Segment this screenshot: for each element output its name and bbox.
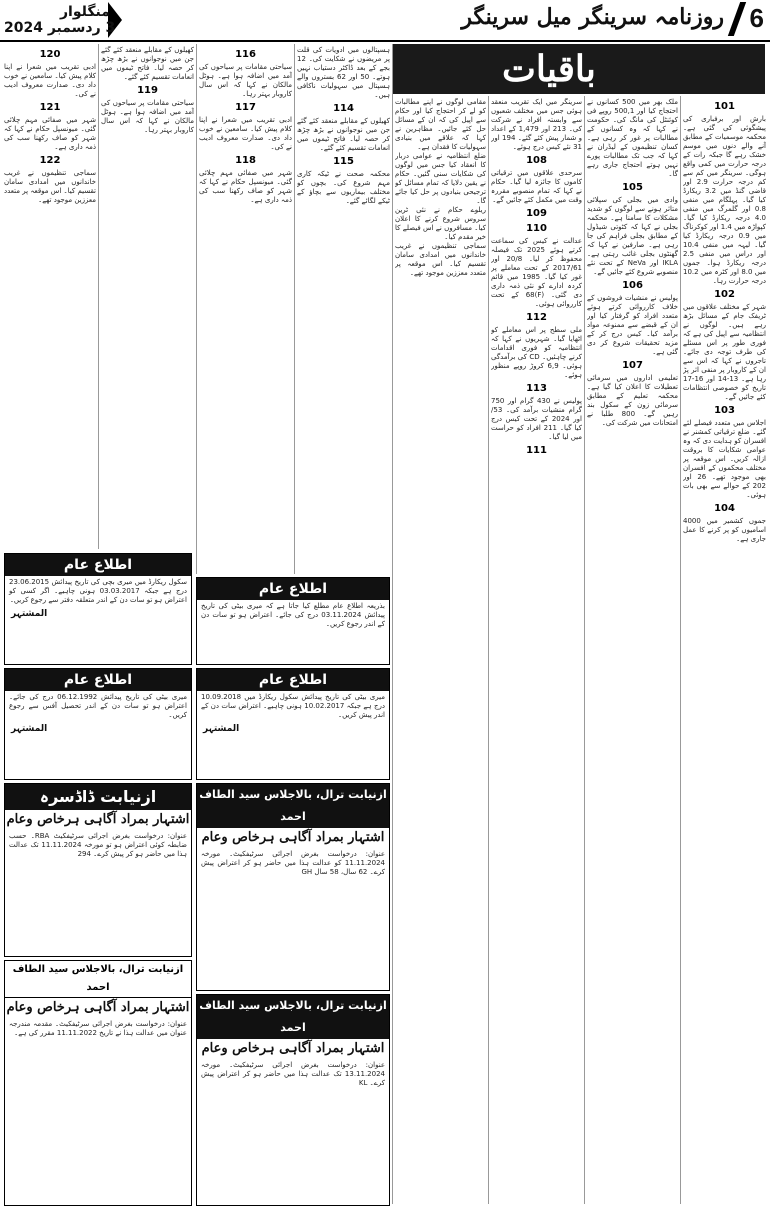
notice-body: میری بیٹی کی تاریخ پیدائش 06.12.1992 درج کی جائے۔ اعتراض ہو تو سات دن کے اندر تحصیل آفس سے رجوع کریں۔ bbox=[9, 693, 187, 719]
article-text: شہر میں صفائی مہم چلائی گئی۔ میونسپل حکام نے کہا کہ شہر کو صاف رکھنا سب کی ذمہ داری ہے۔ bbox=[199, 169, 292, 204]
article-text: کھیلوں کے مقابلے منعقد کئے گئے جن میں نوجوانوں نے بڑھ چڑھ کر حصہ لیا۔ فاتح ٹیموں میں انعامات تقسیم کئے گئے۔ bbox=[297, 117, 390, 152]
court-body: عنوان: درخواست بغرض اجرائی سرٹیفکیٹ۔ مقدمہ مندرجہ عنوان میں عدالت ہذا نے تاریخ 11.11.2022 مقرر کی ہے۔ bbox=[9, 1020, 187, 1037]
section-number: 102 bbox=[714, 289, 735, 300]
column-rule bbox=[196, 44, 197, 574]
article-text: شہر میں صفائی مہم چلائی گئی۔ میونسپل حکام نے کہا کہ شہر کو صاف رکھنا سب کی ذمہ داری ہے۔ bbox=[4, 116, 96, 151]
section-banner bbox=[392, 44, 765, 94]
section-number: 122 bbox=[39, 155, 61, 166]
column-rule bbox=[584, 96, 585, 1204]
article-text: شہر کے مختلف علاقوں میں ٹریفک جام کے مسائل بڑھ رہے ہیں۔ لوگوں نے انتظامیہ سے اپیل کی ہے کہ فوری طور پر اس مسئلے کی طرف توجہ دی جائے۔ تاجروں نے کہا کہ اس سے ان کے کاروبار پر منفی اثر پڑ رہا ہے۔ 13-14 اور 16-17 تاریخ کو خصوصی انتظامات کئے جائیں گے۔ bbox=[683, 303, 766, 401]
court-title: ازنیابت ترال، بالاجلاس سید الطاف احمد bbox=[197, 784, 389, 828]
notice-body: سکول ریکارڈ میں میری بچی کی تاریخ پیدائش 23.06.2015 درج ہے جبکہ 03.03.2017 ہونی چاہیے۔ اگر کسی کو اعتراض ہو تو سات دن کے اندر متعلقہ دفتر سے رجوع کریں۔ bbox=[9, 578, 187, 604]
court-ad-1 bbox=[4, 783, 192, 957]
article-column-7 bbox=[101, 46, 194, 549]
section-number: 115 bbox=[333, 156, 354, 167]
notice-title: اطلاع عام bbox=[5, 669, 191, 691]
article-column-1 bbox=[683, 98, 766, 1204]
court-ad-3 bbox=[196, 783, 390, 991]
article-column-2 bbox=[587, 98, 678, 1204]
date-label: 3 ردسمبر 2024 bbox=[4, 20, 116, 36]
article-text: ملی سطح پر اس معاملے کو اٹھایا گیا۔ شہریوں نے کہا کہ انتظامیہ کو فوری اقدامات کرنے چاہئیں۔ CD کی برآمدگی ہوئی۔ 6,9 کروڑ روپے منظور ہوئے۔ bbox=[491, 326, 582, 379]
section-number: 117 bbox=[235, 102, 256, 113]
notice-sign: المشتہر bbox=[203, 724, 240, 734]
day-label: منگلوار bbox=[60, 4, 110, 20]
column-rule bbox=[98, 44, 99, 549]
section-number: 105 bbox=[622, 182, 643, 193]
article-text: سیاحتی مقامات پر سیاحوں کی آمد میں اضافہ ہوا ہے۔ ہوٹل مالکان نے کہا کہ اس سال کاروبار بہتر رہا۔ bbox=[101, 99, 194, 134]
court-subtitle: اشتہار بمراد آگاہی ہرخاص وعام bbox=[201, 830, 385, 845]
notice-title: اطلاع عام bbox=[197, 669, 389, 691]
article-text: ادبی تقریب میں شعرا نے اپنا کلام پیش کیا۔ سامعین نے خوب داد دی۔ صدارت معروف ادیب نے کی۔ bbox=[4, 63, 96, 98]
section-number: 112 bbox=[526, 312, 547, 323]
section-number: 108 bbox=[526, 155, 547, 166]
court-ad-2 bbox=[4, 960, 192, 1206]
section-number: 113 bbox=[526, 383, 547, 394]
section-number: 106 bbox=[622, 280, 643, 291]
section-number: 121 bbox=[39, 102, 61, 113]
article-text: تعلیمی اداروں میں سرمائی تعطیلات کا اعلان کیا گیا ہے۔ محکمہ تعلیم کے مطابق سرمائی زون کے سکول بند رہیں گے۔ 800 طلبا نے امتحانات میں شرکت کی۔ bbox=[587, 374, 678, 427]
section-number: 118 bbox=[235, 155, 256, 166]
article-text: بارش اور برفباری کی پیشگوئی کی گئی ہے۔ محکمہ موسمیات کے مطابق آنے والے دنوں میں موسم خشک رہے گا جبکہ رات کے درجہ حرارت میں کمی واقع ہوگی۔ سرینگر میں کم سے کم درجہ حرارت 2.9 اور قاضی گنڈ میں 3.2 ریکارڈ کیا گیا۔ پہلگام میں منفی 0.8 اور گلمرگ میں منفی 4.0 درجہ ریکارڈ کیا گیا۔ کپواڑہ میں 1.4 اور کوکرناگ میں 0.9 درجہ ریکارڈ کیا گیا۔ لیہہ میں منفی 10.4 اور دراس میں منفی 2.5 درجہ ریکارڈ ہوا۔ جموں میں 8.0 اور کٹرہ میں 10.2 درجہ حرارت رہا۔ bbox=[683, 115, 766, 285]
article-text: پولیس نے منشیات فروشوں کے خلاف کارروائی کرتے ہوئے متعدد افراد کو گرفتار کیا اور ان کے قبضے سے ممنوعہ مواد برآمد کیا۔ کیس درج کر کے مزید تحقیقات شروع کر دی گئی ہے۔ bbox=[587, 294, 678, 356]
article-text: ضلع انتظامیہ نے عوامی دربار کا انعقاد کیا جس میں لوگوں کی شکایات سنی گئیں۔ حکام نے یقین دلایا کہ تمام مسائل کو ترجیحی بنیادوں پر حل کیا جائے گا۔ bbox=[395, 152, 486, 205]
article-text: ملک بھر میں 500 کسانوں نے احتجاج کیا اور 500,1 روپے فی کوئنٹل کی مانگ کی۔ حکومت نے کہا کہ وہ کسانوں کے مطالبات پر غور کر رہی ہے۔ کسان تنظیموں کے لیڈران نے کہا کہ جب تک مطالبات پورے نہیں ہوتے احتجاج جاری رہے گا۔ bbox=[587, 98, 678, 178]
article-text: ہسپتالوں میں ادویات کی قلت پر مریضوں نے شکایت کی۔ 12 بجے کے بعد ڈاکٹر دستیاب نہیں ہوتے۔ 50 اور 62 بستروں والے ہسپتال میں سہولیات ناکافی ہیں۔ bbox=[297, 46, 390, 99]
section-number: 116 bbox=[235, 49, 256, 60]
court-subtitle: اشتہار بمراد آگاہی ہرخاص وعام bbox=[201, 1041, 385, 1056]
column-rule bbox=[392, 44, 393, 1204]
section-number: 110 bbox=[526, 223, 547, 234]
column-rule bbox=[680, 96, 681, 1204]
article-text: محکمہ صحت نے ٹیکہ کاری مہم شروع کی۔ بچوں کو مختلف بیماریوں سے بچاؤ کے ٹیکے لگائے گئے۔ bbox=[297, 170, 390, 205]
article-text: سماجی تنظیموں نے غریب خاندانوں میں امدادی سامان تقسیم کیا۔ اس موقعہ پر متعدد معززین موجود تھے۔ bbox=[4, 169, 96, 204]
notice-body: بذریعہ اطلاع عام مطلع کیا جاتا ہے کہ میری بیٹی کی تاریخ پیدائش 03.11.2024 درج کی جائے۔ اعتراض ہو تو سات دن کے اندر رجوع کریں۔ bbox=[201, 602, 385, 628]
court-title: ازنیابت ڈاڈسرہ bbox=[5, 784, 191, 810]
notice-ad-1 bbox=[4, 553, 192, 665]
article-text: عدالت نے کیس کی سماعت کرتے ہوئے 2025 تک فیصلہ محفوظ کر لیا۔ 20/8 اور 2017/61 کے تحت معاملے پر غور کیا گیا۔ 1985 میں قائم کردہ ادارے کو نئی ذمہ داری دی گئی۔ (F)68 کے تحت کارروائی ہوئی۔ bbox=[491, 237, 582, 308]
notice-title: اطلاع عام bbox=[5, 554, 191, 576]
section-number: 120 bbox=[39, 49, 61, 60]
article-text: مقامی لوگوں نے اپنے مطالبات کو لے کر احتجاج کیا اور حکام سے اپیل کی کہ ان کے مسائل حل کئے جائیں۔ مظاہرین نے کہا کہ علاقے میں بنیادی سہولیات کا فقدان ہے۔ bbox=[395, 98, 486, 151]
court-ad-4 bbox=[196, 994, 390, 1206]
notice-ad-4 bbox=[4, 668, 192, 780]
article-text: وادی میں بجلی کی سپلائی متاثر ہونے سے لوگوں کو شدید مشکلات کا سامنا ہے۔ محکمہ بجلی نے کہا کہ کٹوتی شیڈول کے مطابق بجلی فراہم کی جا رہی ہے۔ صارفین نے کہا کہ گھنٹوں بجلی غائب رہتی ہے۔ IKLA اور NeVa کے تحت نئے منصوبے شروع کئے جائیں گے۔ bbox=[587, 196, 678, 276]
masthead: روزنامہ سرینگر میل سرینگر bbox=[461, 4, 724, 30]
notice-body: میری بیٹی کی تاریخ پیدائش سکول ریکارڈ میں 10.09.2018 درج ہے جبکہ 10.02.2017 ہونی چاہیے۔ اعتراض سات دن کے اندر پیش کریں۔ bbox=[201, 693, 385, 719]
article-text: اجلاس میں متعدد فیصلے لئے گئے۔ ضلع ترقیاتی کمشنر نے افسران کو ہدایت دی کہ وہ عوامی شکایات کا بروقت ازالہ کریں۔ اس موقعہ پر مختلف محکموں کے افسران بھی موجود تھے۔ 26 اور 202 کے حوالے سے بھی بات ہوئی۔ bbox=[683, 419, 766, 499]
section-number: 109 bbox=[526, 208, 547, 219]
article-column-8 bbox=[4, 46, 96, 549]
court-title: ازنیابت ترال، بالاجلاس سید الطاف احمد bbox=[5, 961, 191, 998]
article-text: سرینگر میں ایک تقریب منعقد ہوئی جس میں مختلف شعبوں سے وابستہ افراد نے شرکت کی۔ 213 اور 1,479 کے اعداد و شمار پیش کئے گئے۔ 194 اور 31 نئے کیس درج ہوئے۔ bbox=[491, 98, 582, 151]
article-text: ریلوے حکام نے نئی ٹرین سروس شروع کرنے کا اعلان کیا۔ مسافروں نے اس فیصلے کا خیر مقدم کیا۔ bbox=[395, 206, 486, 241]
section-number: 111 bbox=[526, 445, 547, 456]
notice-sign: المشتہر bbox=[11, 724, 48, 734]
article-text: پولیس نے 430 گرام اور 750 گرام منشیات برآمد کی۔ 53/ اور 2024 کے تحت کیس درج کیا گیا۔ 211 افراد کو حراست میں لیا گیا۔ bbox=[491, 397, 582, 441]
section-number: 114 bbox=[333, 103, 354, 114]
page-number-divider bbox=[728, 2, 746, 36]
court-body: عنوان: درخواست بغرض اجرائی سرٹیفکیٹ۔ مورخہ 11.11.2024 کو عدالت ہذا میں حاضر ہو کر اعتراض پیش کرے۔ 62 سال، 58 سال GH bbox=[201, 850, 385, 876]
notice-sign: المشتہر bbox=[11, 609, 48, 619]
notice-ad-3 bbox=[196, 668, 390, 780]
article-text: جموں کشمیر میں 4000 اسامیوں کو پر کرنے کا عمل جاری ہے۔ bbox=[683, 517, 766, 543]
court-subtitle: اشتہار بمراد آگاہی ہرخاص وعام bbox=[6, 812, 190, 827]
article-text: ادبی تقریب میں شعرا نے اپنا کلام پیش کیا۔ سامعین نے خوب داد دی۔ صدارت معروف ادیب نے کی۔ bbox=[199, 116, 292, 151]
article-column-5 bbox=[297, 46, 390, 574]
article-text: سیاحتی مقامات پر سیاحوں کی آمد میں اضافہ ہوا ہے۔ ہوٹل مالکان نے کہا کہ اس سال کاروبار بہتر رہا۔ bbox=[199, 63, 292, 98]
section-number: 104 bbox=[714, 503, 735, 514]
court-body: عنوان: درخواست بغرض اجرائی سرٹیفکیٹ۔ مورخہ 13.11.2024 تک عدالت ہذا میں حاضر ہو کر اعتراض پیش کرے۔ KL bbox=[201, 1061, 385, 1087]
section-number: 103 bbox=[714, 405, 735, 416]
section-number: 101 bbox=[714, 101, 735, 112]
page-header bbox=[0, 0, 770, 42]
article-column-4 bbox=[395, 98, 486, 1204]
section-number: 107 bbox=[622, 360, 643, 371]
court-body: عنوان: درخواست بغرض اجرائی سرٹیفکیٹ RBA۔ حسب ضابطہ کوئی اعتراض ہو تو مورخہ 11.11.2024 تک عدالت ہذا میں حاضر ہو کر پیش کرے۔ 294 bbox=[9, 832, 188, 858]
court-title: ازنیابت ترال، بالاجلاس سید الطاف احمد bbox=[197, 995, 389, 1039]
article-column-6 bbox=[199, 46, 292, 574]
article-text: سرحدی علاقوں میں ترقیاتی کاموں کا جائزہ لیا گیا۔ حکام نے کہا کہ تمام منصوبے مقررہ وقت میں مکمل کئے جائیں گے۔ bbox=[491, 169, 582, 204]
article-text: کھیلوں کے مقابلے منعقد کئے گئے جن میں نوجوانوں نے بڑھ چڑھ کر حصہ لیا۔ فاتح ٹیموں میں انعامات تقسیم کئے گئے۔ bbox=[101, 46, 194, 81]
article-column-3 bbox=[491, 98, 582, 1204]
section-number: 119 bbox=[137, 85, 158, 96]
article-text: سماجی تنظیموں نے غریب خاندانوں میں امدادی سامان تقسیم کیا۔ اس موقعہ پر متعدد معززین موجود تھے۔ bbox=[395, 242, 486, 277]
notice-ad-2 bbox=[196, 577, 390, 665]
page-number: 6 bbox=[749, 3, 764, 33]
court-subtitle: اشتہار بمراد آگاہی ہرخاص وعام bbox=[6, 1000, 190, 1015]
notice-title: اطلاع عام bbox=[197, 578, 389, 600]
banner-title: باقیات bbox=[502, 48, 596, 90]
column-rule bbox=[488, 96, 489, 1204]
column-rule bbox=[294, 44, 295, 574]
